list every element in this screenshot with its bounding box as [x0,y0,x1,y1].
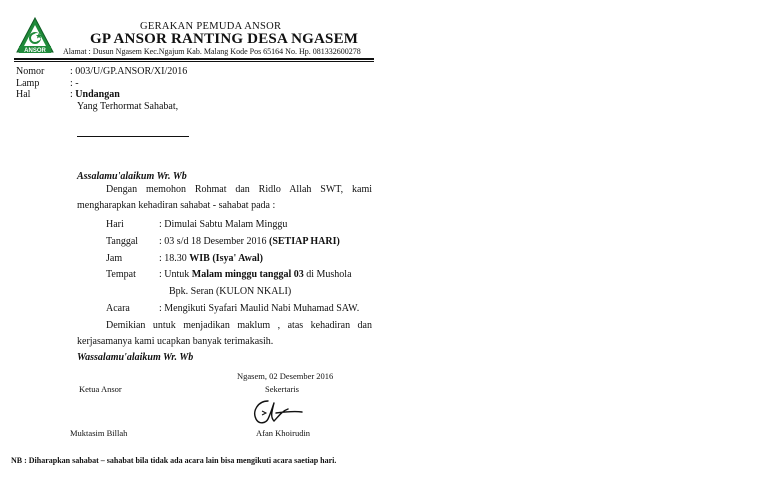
jam-field [159,253,263,264]
ansor-logo [15,16,55,56]
recipient: Yang Terhormat Sahabat, [77,101,179,112]
right-signer-name: Afan Khoirudin [256,428,311,438]
hari-label: Hari [106,219,124,230]
branch-name: GP ANSOR RANTING DESA NGASEM [90,31,359,47]
tanggal-bold: (SETIAP HARI) [269,236,340,247]
greeting: Assalamu'alaikum Wr. Wb [77,171,187,182]
tempat-pre: : Untuk [159,269,192,280]
signature-image [248,395,304,429]
nomor-label: Nomor [16,66,45,77]
tanggal-field [159,236,340,247]
hal-colon: : [70,89,76,100]
tempat-bold: Malam minggu tanggal 03 [191,269,304,280]
hal-label: Hal [16,89,31,100]
jam-label: Jam [106,253,123,264]
header-rule-thin [14,61,374,62]
left-signer-name: Muktasim Billah [70,428,128,438]
hari-value: : Dimulai Sabtu Malam Minggu [159,219,288,230]
nomor-value: : 003/U/GP.ANSOR/XI/2016 [70,66,188,77]
address: Alamat : Dusun Ngasem Kec.Ngajum Kab. Malang Kode Pos 65164 No. Hp. 081332600278 [63,47,361,56]
tanggal-value: : 03 s/d 18 Desember 2016 [159,236,269,247]
logo-text: ANSOR [24,47,46,54]
left-signer-title: Ketua Ansor [79,384,122,394]
tempat-field [159,269,352,280]
footnote: NB : Diharapkan sahabat – sahabat bila tidak ada acara lain bisa mengikuti acara saetiap hari. [11,456,337,465]
header-rule [14,58,374,60]
tempat-label: Tempat [106,269,136,280]
acara-value: : Mengikuti Syafari Maulid Nabi Muhamad SAW. [159,303,360,314]
tempat-post: di Mushola [303,269,352,280]
lamp-value: : - [70,78,79,89]
recipient-blank-line [77,136,189,137]
place-date: Ngasem, 02 Desember 2016 [237,371,334,381]
closing-line-2: kerjasamanya kami ucapkan banyak terimakasih. [77,336,274,347]
org-name: GERAKAN PEMUDA ANSOR [140,21,282,32]
tanggal-label: Tanggal [106,236,139,247]
right-signer-title: Sekertaris [265,384,299,394]
jam-value: : 18.30 [159,253,190,264]
acara-label: Acara [106,303,130,314]
hal-field [70,89,120,100]
tempat-line-2: Bpk. Seran (KULON NKALI) [169,286,292,297]
intro-line-1: Dengan memohon Rohmat dan Ridlo Allah SWT, kami [106,184,372,195]
hal-value: Undangan [75,89,120,100]
intro-line-2: mengharapkan kehadiran sahabat - sahabat pada : [77,200,276,211]
lamp-label: Lamp [16,78,40,89]
closing-line-1: Demikian untuk menjadikan maklum , atas kehadiran dan [106,320,372,331]
jam-bold: WIB (Isya' Awal) [189,253,263,264]
farewell: Wassalamu'alaikum Wr. Wb [77,352,194,363]
